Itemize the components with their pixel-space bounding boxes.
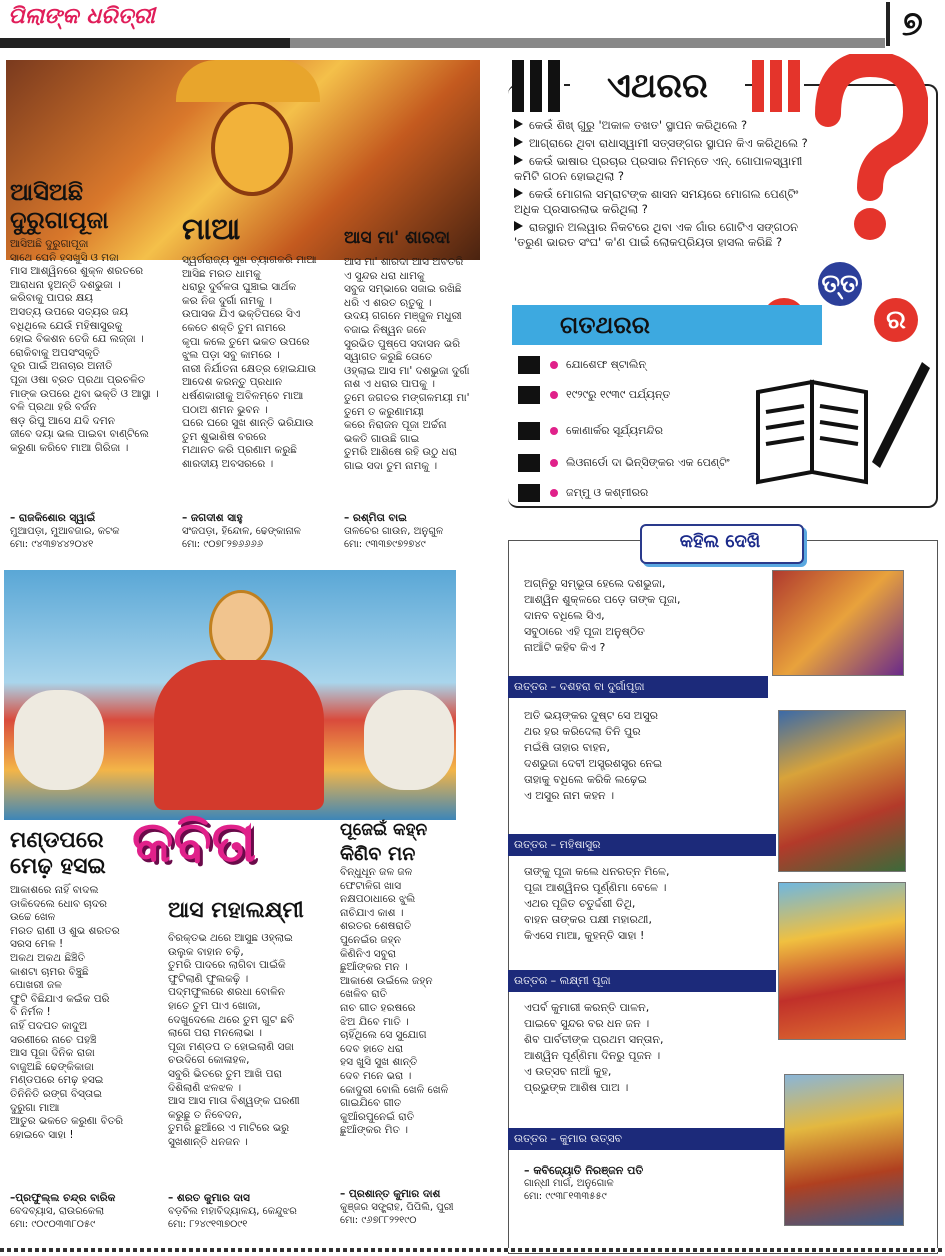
poem1-credit: [10, 1192, 165, 1231]
page-number: ୭: [902, 4, 923, 44]
quiz-question-text: କେଉଁ ଶିଖ୍ ଗୁରୁ 'ଅକାଳ ତଖତ' ସ୍ଥାପନ କରିଥିଲେ ?: [529, 118, 748, 132]
riddle-author: – କବିଜ୍ୟୋତି ନିରଞ୍ଜନ ପତି: [524, 1164, 644, 1177]
poem1-headline: [10, 828, 106, 880]
quiz-question-text: କେଉଁ ମୋଗଲ ସମ୍ରାଟଙ୍କ ଶାସନ ସମୟରେ ମୋଗଲ ପେଣ୍ଟିଂ ଅଧିକ ପ୍ରସାରଲାଭ କରିଥିଲା ?: [514, 187, 799, 216]
dot-icon: [550, 391, 558, 399]
riddle-1-image: [772, 570, 904, 676]
crown-shape: [176, 60, 320, 102]
poem3-phone: ମୋ: ୯୬୭୮୮୨୨୧୯୦: [340, 1215, 417, 1226]
quiz-bars-left: [512, 60, 564, 112]
riddle-4: ଏପର୍ବ କୁମାରୀ କରନ୍ତି ପାଳନ, ପାଇବେ ସୁନ୍ଦର ବର ଧନ ଜନ । ଶିବ ପାର୍ବତୀଙ୍କ ପ୍ରଥମ ସନ୍ତାନ, ଆଶ୍ୱିନ ପୂର୍ଣ୍ଣିମା ଦିନରୁ ପୂଜନ । ଏ ଉତ୍ସବ ନାଆଁ କୁହ, ପ୍ରଭୁଙ୍କ ଆଶିଷ ପାଅ ।: [524, 1001, 664, 1094]
poem2-body: ବିରକ୍ତଭ ଥରେ ଆସୁଛ ଓହ୍ଲାଇ ଉଲୁକ ବାହାନ ଚଢ଼ି, ତୁମରି ପାଦରେ ଲାଗିବା ପାଇଁକି ଫୁଟିଲାଣି ଫୁଲକଢ଼ି । ପଦ୍ମଫୁଲରେ ଶରଧା ବୋଳିନ ହାତେ ତୁମ ପାଏ ଖୋଜା, ଦେଖୁଦେଲେ ଥରେ ତୁମ ଗୁଟ ଛବି ଲାଗେ ପରା ମନଲୋଭା । ପୂଜା ମଣ୍ଡପ ତ ହୋଇଲାଣି ସଜା ଚଉଦିଗେ କୋଳାହଳ, ସବୁରି ଭିତରେ ତୁମ ଆଖି ପରା ଦିଶିଲାଣି ଝଳଝଳ । ଆସ ଆସ ମାତା ବିଶ୍ୱଙ୍କ ଘରଣୀ କରୁଛୁ ତ ନିବେଦନ, ତୁମରି ଛୁଆଁରେ ଏ ମାଟିରେ ଭରୁ ସୁଖଶାନ୍ତି ଧନଜନ ।: [168, 932, 300, 1148]
square-icon: [518, 454, 540, 472]
poem3-address: କୁଞ୍ଜର ସଙ୍ଗ୍ରାହ, ପିପିଲି, ପୁରୀ: [340, 1202, 454, 1213]
bullet-icon: [514, 155, 523, 165]
goddess-face-shape: [211, 100, 293, 196]
quiz-question-text: ଆଗ୍ରାରେ ଥିବା ରାଧାସ୍ୱାମୀ ସତ୍ସଙ୍ଗର ସ୍ଥାପନ କିଏ କରିଥିଲେ ?: [529, 136, 808, 150]
article2-author: – ଜଗଦୀଶ ସାହୁ: [182, 512, 243, 524]
prev-answer-text: ଜମ୍ମୁ ଓ କଶ୍ମୀରର: [566, 486, 649, 499]
article3-author: – ରଶ୍ମିତା ବାଇ: [344, 512, 407, 524]
footer-divider: [0, 1248, 945, 1252]
riddle-3-image: [778, 882, 906, 1040]
quiz-questions: [514, 118, 814, 250]
article2-phone: ମୋ: ୯୦୭୮୨୭୬୬୬୬: [182, 539, 264, 550]
answer-letter-3: ର: [874, 298, 918, 342]
riddle-2-image: [778, 710, 906, 872]
square-icon: [518, 422, 540, 440]
article2-headline: ମାଆ: [182, 212, 241, 247]
riddle-3: ତାଙ୍କୁ ପୂଜା କଲେ ଧନରତ୍ନ ମିଳେ, ପୂଜା ଆଶ୍ୱିନର ପୂର୍ଣ୍ଣିମା ବେଳେ । ଏଥର ପୂଜିତ ଚତୁର୍ଦ୍ଦଶୀ ତିଥି, ବାହନ ତାଙ୍କର ପକ୍ଷୀ ମହାରଥୀ, କିଏସେ ମାଆ, କୁହନ୍ତି ସାହା !: [524, 865, 670, 942]
elephant-left-shape: [14, 690, 104, 790]
poem2-headline: ଆସ ମହାଲକ୍ଷ୍ମୀ: [168, 898, 304, 923]
poem1-headline-line1: ମଣ୍ଡପରେ: [10, 828, 104, 853]
quiz-question-text: ରାଜସ୍ଥାନ ଅଲୱାର ନିକଟରେ ଥିବା ଏକ ଗାଁର ଗୋଟିଏ ସଙ୍ଗଠନ 'ତରୁଣ ଭାରତ ସଂଘ' କ'ଣ ପାଇଁ ଲୋକପ୍ରିୟତା ହାସଲ କରିଛି ?: [514, 220, 799, 249]
masthead-bar: [0, 38, 290, 48]
masthead-bar-gray: [290, 38, 885, 48]
book-pencil-icon: [752, 352, 932, 492]
article1-credit: [10, 512, 180, 551]
riddle-credit: [524, 1164, 774, 1203]
prev-answer-text: ଯୋଶେଫ ଷ୍ଟାଲିନ୍: [566, 358, 647, 371]
goddess-face-shape: [209, 590, 273, 668]
dot-icon: [550, 361, 558, 369]
prev-answer-text: କୋଣାର୍କର ସୂର୍ଯ୍ୟମନ୍ଦିର: [566, 424, 663, 437]
quiz-question: [514, 154, 814, 184]
poem3-body: ବିନ୍ଧୁଧୂନ ଜଳ ଜଳ ଫେଟାଳିଗ ଖାସ ନକ୍ଷପଠାଧାରେ ଝୁଲି ନାଚିଯାଏ କାଶ । ଶରତର ଶେଷରାତି ପୁନେଇଁର ଜହ୍ନ କିଣିନିଏ ସବୁରା ଛୁଆଁଙ୍କର ମନ । ଆକାଶେ ଉଇଁଲେ ଜହ୍ନ ଖେଳିବ ରାତି ନାଚ ଗୀତ ହରଷରେ ଝିଅ ଯିବେ ମାତି । ଚାହିଁଥିଲେ ସେ ସୁଯୋଗ ଦେବ ହାତେ ଧରା ହସ ଖୁସି ସୁଖ ଶାନ୍ତି ଦେବ ମନେ ଭରା । କୋଦୁରୀ ବୋଲି ଖେଳି ଖେଳି ଗାଇଯିବେ ଗୀତ କୁଆଁରପୁନେଇଁ ରାତି ଛୁଆଁଙ୍କର ମିତ ।: [340, 866, 449, 1137]
riddle-1: ଅଗ୍ନିରୁ ସମ୍ଭୂତା ହେଲେ ଦଶଭୁଜା, ଆଶ୍ୱିନ ଶୁକ୍ଳରେ ପଡ଼େ ତାଙ୍କ ପୂଜା, ଦାନବ ବଧିଲେ ସିଏ, ସବୁଠାରେ ଏହି ପୂଜା ଅନୁଷ୍ଠିତ ନାଆଁଟି କହିବ କିଏ ?: [524, 577, 681, 654]
riddle-1-answer: ଉତ୍ତର – ଦଶହରା ବା ଦୁର୍ଗାପୂଜା: [508, 676, 768, 698]
riddle-3-answer: ଉତ୍ତର – ଲକ୍ଷ୍ମୀ ପୂଜା: [508, 970, 776, 992]
article1-headline-line1: ଆସିଅଛି: [10, 178, 84, 206]
prev-answers-banner: [512, 305, 822, 345]
riddle-title: କହିଲ ଦେଖି: [679, 531, 761, 552]
bullet-icon: [514, 137, 523, 147]
square-icon: [518, 484, 540, 502]
article1-headline-line2: ଦୁରୁଗାପୂଜା: [10, 206, 109, 234]
prev-answers-title: ଗତଥରର: [560, 311, 650, 339]
poem1-headline-line2: ମେଢ଼ ହସଇ: [10, 854, 106, 879]
quiz-question: [514, 118, 814, 133]
prev-answer-text: ୧୯୨୯ରୁ ୧୯୩୯ ପର୍ଯ୍ୟନ୍ତ: [566, 388, 671, 401]
article1-body: ଆସିଅଛି ଦୁରୁଗାପୂଜା ସାଥେ ଘେନି ହସଖୁସି ଓ ମଜା ମାସ ଆଶ୍ୱିନରେ ଶୁକ୍ଳ ଶରତରେ ଆରାଧନା ହୁଅନ୍ତି ଦଶଭୁଜା । କରିବାକୁ ପାପର କ୍ଷୟ ଅସତ୍ୟ ଉପରେ ସତ୍ୟର ଜୟ ବଧିଥିଲେ ଯେଉଁ ମହିଷାସୁରକୁ ହୋଇ ବିକଶନ ତେଜି ଯେ ଲଜ୍ଜା । ରୋକିବାକୁ ଅପସଂସ୍କୃତି ଦୂର ପାଇଁ ଅନାଚାର ଅନୀତି ପୂଜା ଓଷା ବ୍ରତ ପ୍ରଥା ପ୍ରଚଳିତ ମାଙ୍କ ଉପରେ ଥିବା ଭକ୍ତି ଓ ଆସ୍ଥା । ବଳି ପ୍ରଥା ହରି ବର୍ଜନ ଷଡ଼ ରିପୁ ଆସେ ଯଦି ଦମନ ଜୀବେ ଦୟା ଭଲ ପାଇବା ବାଣ୍ଟିଲେ କରୁଣା କରିବେ ମାଆ ଗିରିଜା ।: [10, 238, 159, 454]
article2-address: ସଂଜପଡ଼ା, ହିନ୍ଦୋଳ, ଢେଙ୍କାନାଳ: [182, 526, 301, 537]
masthead-divider: [886, 2, 890, 46]
article1-headline: [10, 178, 109, 234]
poem1-phone: ମୋ: ୯୦୯୦୩୩୮୦୫୯: [10, 1219, 96, 1230]
poem1-author: –ପ୍ରଫୁଲ୍ଲ ଚନ୍ଦ୍ର ବାରିକ: [10, 1192, 116, 1204]
quiz-bars-right: [752, 60, 804, 112]
quiz-question: [514, 220, 814, 250]
riddle-4-answer: ଉତ୍ତର – କୁମାର ଉତ୍ସବ: [508, 1128, 784, 1150]
poem3-headline: [340, 818, 427, 866]
poem1-body: ଆକାଶରେ ନାହିଁ ବାଦଲ ଡାକିଦେଲେ ଧୋବ ଚାଦର ଉଚ୍ଚେ ଖେଳ ମରତ ରାଣୀ ଓ ଶୁଭ ଶରତର ସରସ ମେଳ ! ଅକଥ ଅକଥ ଛିଞ୍ଚିତି କାଶଟା ଚାମର ବିଞ୍ଚୁଛି ପୋଖରୀ ଜଳ ଫୁଟି ବିଛିଯାଏ କଇଁକ ପରି ବି ନିର୍ମଳ ! ନାହିଁ ପଦପତ କାଦୁଅ ସରଣୀରେ ନାଚେ ପହଞ୍ଚି ଆସ ପୂଜା ଦିନିକ ରାଜା ବାଜୁଅଛି ଢେଙ୍କିକାଜା ମଣ୍ଡପରେ ମେଢ଼ ହସଇ ତିନିନିତି ରଙ୍ଗ ବିସ୍ତାଇ ଦୁରୁଗା ମାଆ ଆତୁର ଭକତେ କରୁଣା ବିତରି ହୋଇବେ ସାହା !: [10, 884, 124, 1141]
poem2-author: – ଶରତ କୁମାର ଦାସ: [168, 1192, 250, 1204]
masthead-title: ପିଲାଙ୍କ ଧରିତ୍ରୀ: [8, 4, 155, 29]
article3-address: ତାଳଚେର ଗାଉନ, ଅନୁଗୁଳ: [344, 526, 444, 537]
riddle-2-answer: ଉତ୍ତର – ମହିଷାସୁର: [508, 834, 776, 856]
prev-answer-text: ଲିଓନାର୍ଡୋ ଦା ଭିନ୍ସିଙ୍କର ଏକ ପେଣ୍ଟିଂ: [566, 456, 730, 469]
dot-icon: [550, 489, 558, 497]
poem3-headline-line2: କିଣିବ ମନ: [340, 843, 416, 865]
poem1-address: ବେଦବ୍ୟାସ, ରାଉରକେଲା: [10, 1206, 105, 1217]
poem2-address: ବଡ଼ବିଲ ମହାବିଦ୍ୟାଳୟ, କେନ୍ଦୁଝର: [168, 1206, 297, 1217]
kabita-banner: କବିତା: [132, 810, 257, 875]
bullet-icon: [514, 188, 523, 198]
quiz-title: ଏଥରର: [570, 60, 745, 112]
riddle-address: ଗାନ୍ଧୀ ମାର୍ଗ, ଅନୁଗୋଳ: [524, 1178, 614, 1189]
article3-phone: ମୋ: ୯୩୩୭୯୭୨୭୪୯: [344, 539, 426, 550]
article1-phone: ମୋ: ୯୪୩୭୪୪୨୦୪୧: [10, 539, 94, 550]
quiz-question: [514, 136, 814, 151]
riddle-2: ଅତି ଭୟଙ୍କର ଦୁଷ୍ଟ ସେ ଅସୁର ଥର ହର କରିଦେଲା ତିନି ପୁର ମଇଁଷି ତାହାର ବାହନ, ଦଶଭୁଜା ଦେବୀ ଅସ୍ତ୍ରଶସ୍ତ୍ର ନେଇ ତାହାକୁ ବଧିଲେ କରିକି ଲଢ଼େଇ ଏ ଅସୁର ନାମ କହନ ।: [524, 709, 663, 802]
article1-address: ମୁଆପଡ଼ା, ମୁଆବଜାର, କଟକ: [10, 526, 120, 537]
lakshmi-image: [4, 570, 456, 820]
dot-icon: [550, 427, 558, 435]
square-icon: [518, 386, 540, 404]
poem3-author: – ପ୍ରଶାନ୍ତ କୁମାର ଦାଶ: [340, 1188, 441, 1200]
article3-headline: ଆସ ମା' ଶାରଦା: [344, 228, 451, 248]
question-mark-icon: [808, 54, 928, 244]
riddle-4-image: [784, 1074, 904, 1226]
article2-credit: [182, 512, 347, 551]
dot-icon: [550, 459, 558, 467]
article3-credit: [344, 512, 484, 551]
quiz-question-text: କେଉଁ ଭାଷାର ପ୍ରଚାର ପ୍ରସାର ନିମନ୍ତେ ଏନ୍. ଗୋପାଳସ୍ୱାମୀ କମିଟି ଗଠନ ହୋଇଥିଲା ?: [514, 154, 803, 183]
poem2-credit: [168, 1192, 340, 1231]
poem3-credit: [340, 1188, 495, 1227]
riddle-phone: ମୋ: ୯୯୩୮୧୩୩୫୫୯: [524, 1191, 607, 1202]
bullet-icon: [514, 119, 523, 129]
poem2-phone: ମୋ: ୮୨୪୯୧୩୭୦୯୧: [168, 1219, 248, 1230]
article1-author: – ରାଜକିଶୋର ସ୍ୱାଇଁ: [10, 512, 96, 524]
elephant-right-shape: [364, 690, 454, 790]
quiz-question: [514, 187, 814, 217]
answer-letter-2: ତ୍ତ: [818, 262, 862, 306]
article2-body: ସ୍ୱର୍ଗରାଜ୍ୟ ସୁଖ ତ୍ୟାଗକରି ମାଆ ଆସିଛ ମରତ ଧାମକୁ ଧରାରୁ ଦୁର୍ବଳତା ଘୁଞ୍ଚାଇ ସାର୍ଥକ କର ନିଜ ଦୁର୍ଗା ନାମକୁ । ଉପାସକ ଯିଏ ଭକ୍ତିପରେ ସିଏ କେତେ ଶକ୍ତି ତୁମ ନାମରେ କୃପା କଲେ ତୁମେ ଭକତ ଉପରେ ଝୁଲ ପଡ଼ା ସବୁ କାମରେ । ନାରୀ ନିର୍ଯାତନା କ୍ଷେତ୍ର ହୋଇଯାଉ ଆଦେଶ କରନ୍ତୁ ପ୍ରଧାନ ଧର୍ଷଣକାରୀକୁ ଅବିଳମ୍ବେ ମାଆ ପଠାଅ ଶମନ ଭୁବନ । ଘରେ ଘରେ ସୁଖ ଶାନ୍ତି ଭରିଯାଉ ତୁମ ଶୁଭାଶିଷ ବରରେ ମଥାନତ କରି ପ୍ରଣାମ କରୁଛି ଶାରଦୀୟ ଅବସରରେ ।: [182, 254, 317, 470]
article3-body: ଆସ ମା' ଶାରଦା ଆସ ଅବତରି ଏ ସୁନ୍ଦର ଧରା ଧାମକୁ ସବୁଜ ସମ୍ଭାରେ ସଜାଇ ରଖିଛି ଧରି ଏ ଶରତ ଋତୁକୁ । ଉଦୟ ଗଗନେ ମଞ୍ଜୁଳ ମଧୁରୀ ବଜାଇ ନିଷ୍ୱନ ଜନେ ସୁରଭିତ ପୁଷ୍ପେ ସଦାସନ ଭରି ସ୍ୱାଗତ କରୁଛି ତୋତେ ଓହ୍ଲାଇ ଆସ ମା' ଦଶଭୁଜା ଦୁର୍ଗା ନାଶ ଏ ଧରାର ପାପକୁ । ତୁମେ ଜଗତର ମଙ୍ଗଳମୟୀ ମା' ତୁମେ ତ କରୁଣାମୟୀ କରେ ନିରାଜନ ପୂଜା ଅର୍ଚ୍ଚନା ଭକତି ଗାଉଛି ଗାଇ ତୁମରି ଆଶିଷେ ରହି ଉଠୁ ଧରା ଗାଇ ସଦା ତୁମ ନାମକୁ ।: [344, 256, 470, 472]
square-icon: [518, 356, 540, 374]
poem3-headline-line1: ପୂଜେଇଁ କହ୍ନ: [340, 820, 428, 840]
bullet-icon: [514, 221, 523, 231]
goddess-body-shape: [154, 660, 324, 810]
